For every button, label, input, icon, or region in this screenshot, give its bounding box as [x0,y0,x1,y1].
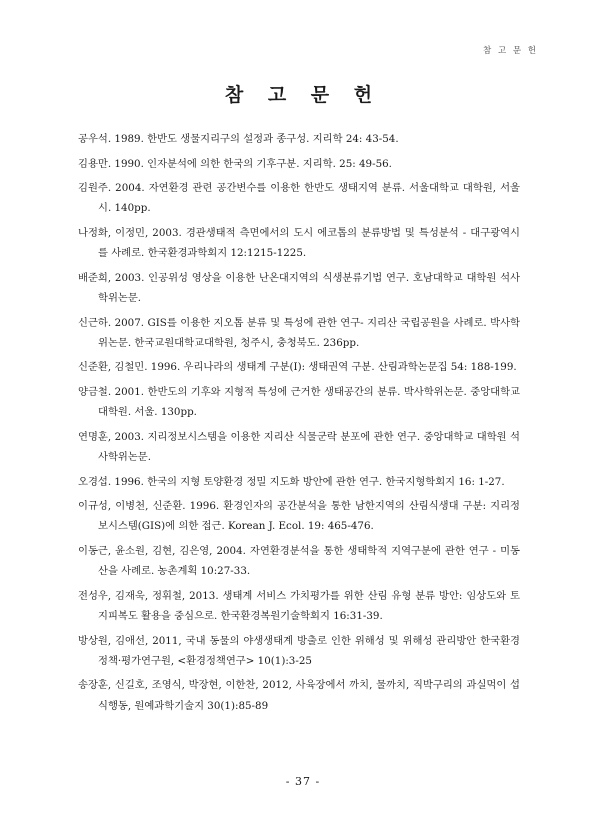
reference-item: 방상원, 김애선, 2011, 국내 동물의 야생생태계 방출로 인한 위해성 및 위해성 관리방안 한국환경정책·평가연구원, <환경정책연구> 10(1):3-25 [78,634,520,667]
page-title: 참 고 문 헌 [224,84,382,106]
reference-item: 송장훈, 신길호, 조영식, 박장현, 이한찬, 2012, 사육장에서 까치, 물까치, 직박구리의 과실먹이 섭식행동, 원예과학기술지 30(1):85-89 [78,679,520,712]
reference-item: 연명훈, 2003. 지리정보시스템을 이용한 지리산 식물군락 분포에 관한 연구. 중앙대학교 대학원 석사학위논문. [78,430,520,463]
reference-item: 신근하. 2007. GIS를 이용한 지오톱 분류 및 특성에 관한 연구- 지리산 국립공원을 사례로. 박사학위논문. 한국교원대학교대학원, 청주시, 충청북도. 236pp. [78,316,520,349]
reference-item: 나정화, 이정민, 2003. 경관생태적 측면에서의 도시 에코톱의 분류방법 및 특성분석 - 대구광역시를 사례로. 한국환경과학회지 12:1215-1225. [78,226,520,260]
page-number: - 37 - [285,775,321,788]
reference-item: 전성우, 김재욱, 정휘철, 2013. 생태계 서비스 가치평가를 위한 산림 유형 분류 방안: 임상도와 토지피복도 활용을 중심으로. 한국환경복원기술학회지 16:31-39. [78,589,520,622]
reference-item: 김원주. 2004. 자연환경 관련 공간변수를 이용한 한반도 생태지역 분류. 서울대학교 대학원, 서울시. 140pp. [78,182,520,215]
reference-item: 신준환, 김철민. 1996. 우리나라의 생태계 구분(I): 생태권역 구분. 산림과학논문집 54: 188-199. [78,361,517,374]
reference-item: 오경섭. 1996. 한국의 지형 토양환경 정밀 지도화 방안에 관한 연구. 한국지형학회지 16: 1-27. [78,475,505,488]
reference-item: 이규성, 이병천, 신준환. 1996. 환경인자의 공간분석을 통한 남한지역의 산림식생대 구분: 지리정보시스템(GIS)에 의한 접근. Korean J. Ecol. 19: 465-476. [78,500,520,533]
running-header: 참 고 문 헌 [483,46,538,56]
reference-item: 양금철. 2001. 한반도의 기후와 지형적 특성에 근거한 생태공간의 분류. 박사학위논문. 중앙대학교 대학원. 서울. 130pp. [78,385,520,419]
reference-item: 김용만. 1990. 인자분석에 의한 한국의 기후구분. 지리학. 25: 49-56. [78,157,392,170]
reference-list [78,129,520,720]
reference-item: 공우석. 1989. 한반도 생물지리구의 설정과 종구성. 지리학 24: 43-54. [78,133,399,145]
reference-item: 배준희, 2003. 인공위성 영상을 이용한 난온대지역의 식생분류기법 연구. 호남대학교 대학원 석사학위논문. [78,271,520,304]
reference-item: 이동근, 윤소원, 김현, 김은영, 2004. 자연환경분석을 통한 생태학적 지역구분에 관한 연구 - 미동산을 사례로. 농촌계획 10:27-33. [78,544,520,578]
